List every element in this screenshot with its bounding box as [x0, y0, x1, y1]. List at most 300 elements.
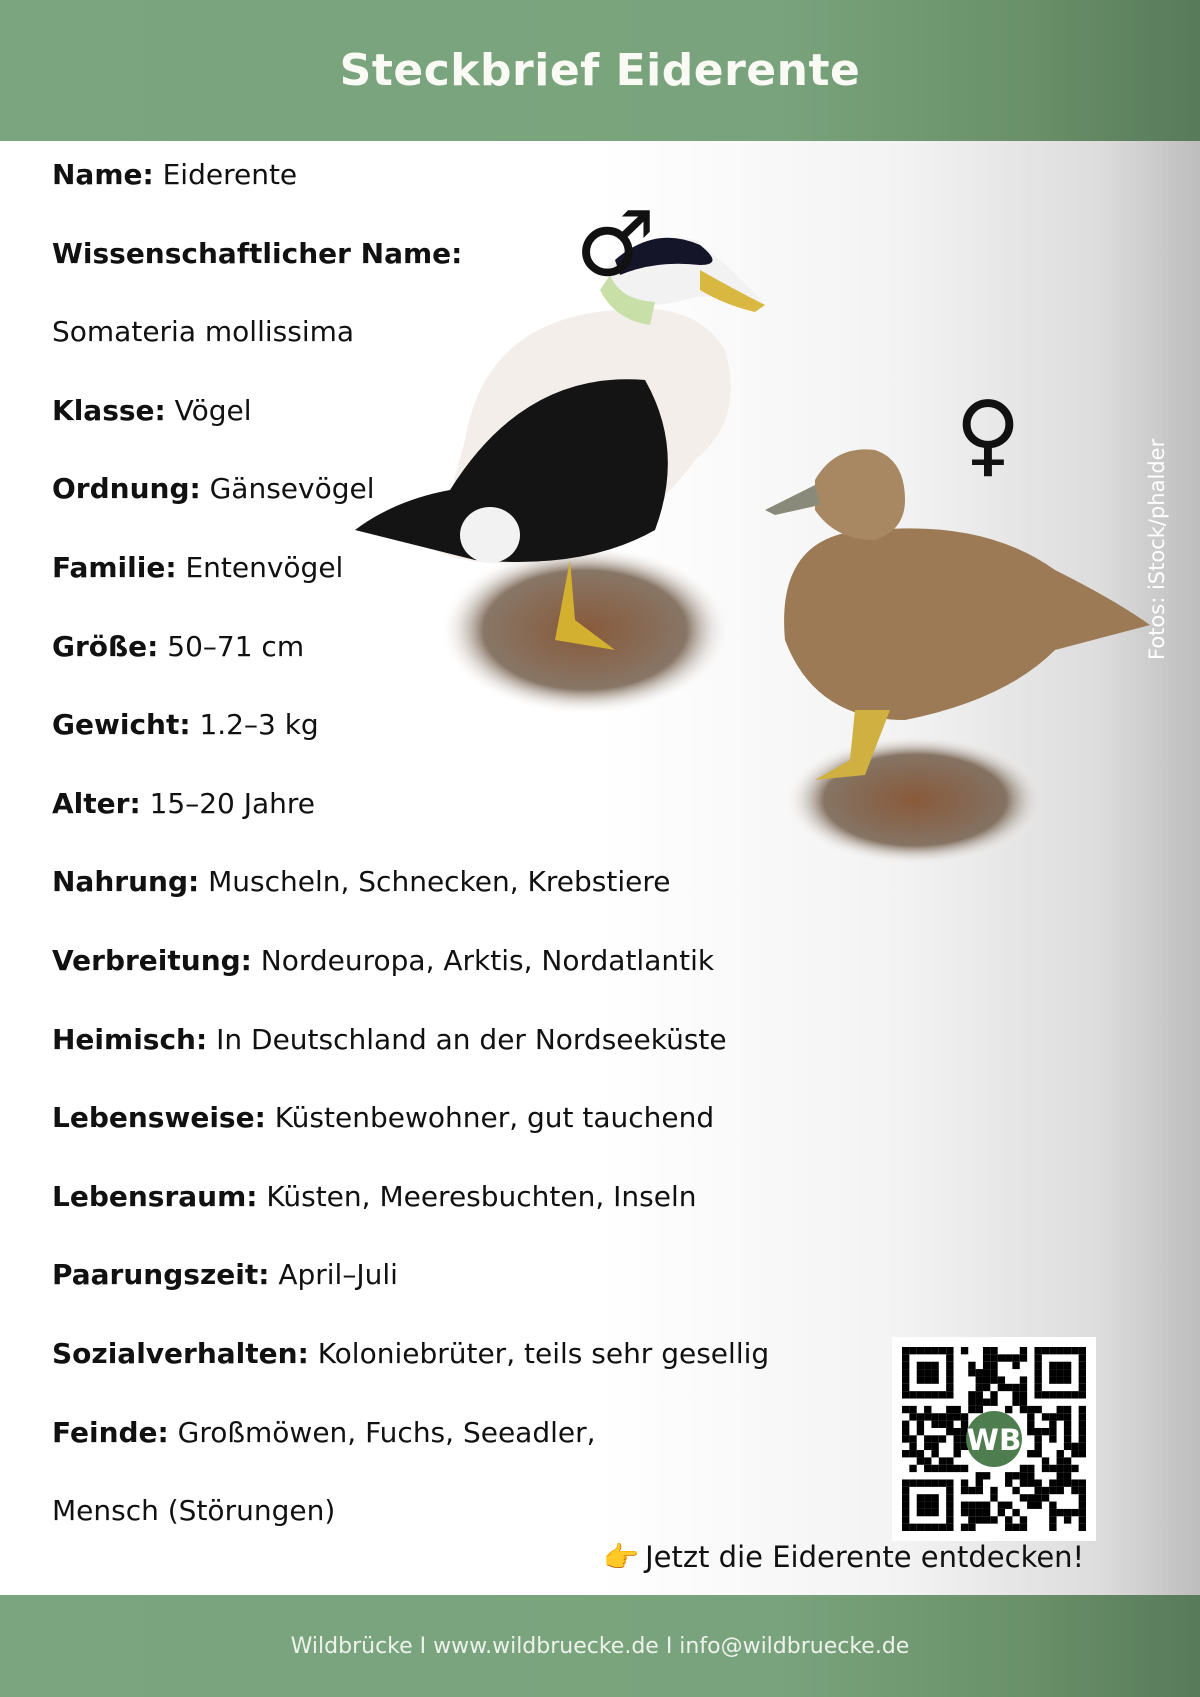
male-symbol-icon: ♂	[575, 192, 656, 297]
qr-module	[976, 1487, 983, 1494]
fact-row	[52, 630, 304, 663]
qr-module	[1064, 1472, 1071, 1479]
qr-module	[1020, 1516, 1027, 1523]
qr-module	[1079, 1362, 1086, 1369]
qr-module	[1079, 1369, 1086, 1376]
fact-label: Verbreitung:	[52, 944, 252, 977]
qr-module	[1064, 1391, 1071, 1398]
qr-module	[1049, 1487, 1056, 1494]
qr-module	[976, 1406, 983, 1413]
qr-module	[990, 1516, 997, 1523]
qr-module	[1057, 1509, 1064, 1516]
qr-module	[1064, 1465, 1071, 1472]
qr-module	[1034, 1479, 1041, 1486]
qr-module	[939, 1347, 946, 1354]
qr-module	[983, 1472, 990, 1479]
qr-module	[983, 1347, 990, 1354]
qr-module	[1012, 1384, 1019, 1391]
fact-value: 50–71 cm	[167, 629, 305, 663]
pointing-hand-icon: 👉	[603, 1540, 640, 1574]
qr-module	[924, 1376, 931, 1383]
qr-module	[983, 1399, 990, 1406]
qr-module	[946, 1354, 953, 1361]
qr-module	[1034, 1362, 1041, 1369]
qr-module	[909, 1479, 916, 1486]
qr-module	[1027, 1494, 1034, 1501]
fact-value: April–Juli	[278, 1258, 398, 1292]
qr-module	[1020, 1347, 1027, 1354]
fact-label: Größe:	[52, 629, 159, 663]
qr-module	[1057, 1457, 1064, 1464]
qr-module	[990, 1494, 997, 1501]
cta-link[interactable]	[603, 1540, 1084, 1575]
qr-module	[924, 1362, 931, 1369]
qr-module	[902, 1354, 909, 1361]
fact-value: Mensch (Störungen)	[52, 1494, 336, 1528]
qr-module	[1012, 1391, 1019, 1398]
qr-module	[1064, 1421, 1071, 1428]
qr-module	[931, 1479, 938, 1486]
qr-module	[1057, 1369, 1064, 1376]
qr-module	[946, 1509, 953, 1516]
qr-module	[976, 1502, 983, 1509]
qr-module	[1057, 1450, 1064, 1457]
qr-module	[1064, 1369, 1071, 1376]
fact-row	[52, 1258, 398, 1291]
qr-module	[1071, 1479, 1078, 1486]
wb-logo-text: WB	[966, 1423, 1022, 1458]
qr-module	[909, 1435, 916, 1442]
female-symbol-icon: ♀	[955, 382, 1021, 487]
qr-module	[1027, 1465, 1034, 1472]
qr-module	[1049, 1465, 1056, 1472]
qr-module	[1071, 1443, 1078, 1450]
qr-module	[1049, 1524, 1056, 1531]
qr-module	[902, 1406, 909, 1413]
qr-module	[902, 1435, 909, 1442]
qr-module	[1064, 1413, 1071, 1420]
qr-module	[1034, 1369, 1041, 1376]
qr-code[interactable]	[892, 1337, 1096, 1541]
qr-module	[1079, 1509, 1086, 1516]
qr-module	[1057, 1465, 1064, 1472]
qr-module	[1020, 1406, 1027, 1413]
page-title: Steckbrief Eiderente	[339, 45, 861, 96]
qr-module	[1057, 1487, 1064, 1494]
fact-label: Sozialverhalten:	[52, 1337, 309, 1370]
qr-module	[983, 1516, 990, 1523]
fact-row	[52, 944, 714, 977]
qr-module	[931, 1524, 938, 1531]
qr-module	[917, 1347, 924, 1354]
qr-module	[1057, 1347, 1064, 1354]
fact-label: Wissenschaftlicher Name:	[52, 236, 463, 270]
qr-module	[1064, 1347, 1071, 1354]
qr-module	[1079, 1428, 1086, 1435]
fact-row	[52, 472, 375, 505]
qr-module	[917, 1502, 924, 1509]
qr-module	[1012, 1362, 1019, 1369]
qr-module	[946, 1465, 953, 1472]
qr-module	[1064, 1362, 1071, 1369]
qr-module	[1005, 1406, 1012, 1413]
fact-value: Vögel	[174, 393, 252, 427]
qr-module	[1049, 1421, 1056, 1428]
qr-module	[924, 1502, 931, 1509]
qr-module	[909, 1391, 916, 1398]
fact-row	[52, 315, 354, 348]
qr-module	[946, 1502, 953, 1509]
footer-contact: Wildbrücke I www.wildbruecke.de I info@wildbruecke.de	[290, 1633, 910, 1659]
qr-module	[1005, 1384, 1012, 1391]
qr-module	[1027, 1450, 1034, 1457]
cta-text: Jetzt die Eiderente entdecken!	[645, 1540, 1085, 1574]
qr-module	[1005, 1524, 1012, 1531]
footer	[0, 1595, 1200, 1697]
qr-module	[902, 1384, 909, 1391]
qr-module	[946, 1428, 953, 1435]
qr-module	[1079, 1354, 1086, 1361]
fact-label: Lebensweise:	[52, 1101, 266, 1135]
qr-module	[1064, 1516, 1071, 1523]
qr-module	[939, 1435, 946, 1442]
qr-module	[902, 1362, 909, 1369]
fact-row	[52, 1337, 769, 1370]
qr-module	[1005, 1472, 1012, 1479]
qr-module	[1057, 1362, 1064, 1369]
qr-module	[976, 1391, 983, 1398]
qr-module	[946, 1479, 953, 1486]
qr-module	[1034, 1502, 1041, 1509]
qr-module	[990, 1487, 997, 1494]
qr-module	[931, 1443, 938, 1450]
qr-module	[976, 1516, 983, 1523]
qr-module	[990, 1354, 997, 1361]
qr-module	[909, 1413, 916, 1420]
qr-module	[1079, 1384, 1086, 1391]
qr-module	[946, 1421, 953, 1428]
qr-module	[990, 1376, 997, 1383]
qr-module	[976, 1399, 983, 1406]
qr-module	[1049, 1435, 1056, 1442]
qr-module	[924, 1524, 931, 1531]
qr-module	[1057, 1413, 1064, 1420]
fact-row	[52, 1416, 596, 1449]
fact-value: Entenvögel	[185, 551, 344, 584]
qr-module	[1057, 1376, 1064, 1383]
qr-module	[931, 1413, 938, 1420]
qr-module	[968, 1399, 975, 1406]
qr-module	[902, 1502, 909, 1509]
qr-module	[990, 1369, 997, 1376]
qr-module	[946, 1457, 953, 1464]
qr-module	[1020, 1376, 1027, 1383]
qr-module	[1034, 1428, 1041, 1435]
qr-module	[939, 1421, 946, 1428]
fact-value: Gänsevögel	[209, 472, 375, 506]
fact-value: 1.2–3 kg	[199, 708, 319, 742]
qr-module	[1020, 1479, 1027, 1486]
qr-module	[968, 1516, 975, 1523]
qr-module	[931, 1376, 938, 1383]
fact-row	[52, 394, 252, 427]
qr-module	[909, 1465, 916, 1472]
fact-label: Name:	[52, 158, 154, 191]
qr-module	[1005, 1502, 1012, 1509]
qr-module	[1064, 1443, 1071, 1450]
qr-module	[931, 1391, 938, 1398]
qr-module	[931, 1450, 938, 1457]
qr-module	[1034, 1354, 1041, 1361]
qr-module	[924, 1347, 931, 1354]
qr-module	[939, 1465, 946, 1472]
qr-module	[917, 1428, 924, 1435]
qr-module	[1042, 1494, 1049, 1501]
qr-module	[902, 1487, 909, 1494]
qr-module	[946, 1413, 953, 1420]
qr-module	[902, 1369, 909, 1376]
fact-row	[52, 787, 315, 820]
qr-module	[1020, 1524, 1027, 1531]
qr-module	[998, 1354, 1005, 1361]
fact-label: Nahrung:	[52, 865, 200, 899]
qr-module	[990, 1391, 997, 1398]
qr-module	[1027, 1413, 1034, 1420]
qr-module	[968, 1362, 975, 1369]
qr-module	[1042, 1428, 1049, 1435]
qr-module	[954, 1428, 961, 1435]
qr-module	[924, 1509, 931, 1516]
qr-module	[1057, 1472, 1064, 1479]
qr-module	[917, 1524, 924, 1531]
qr-module	[1064, 1428, 1071, 1435]
qr-module	[1020, 1494, 1027, 1501]
qr-module	[902, 1347, 909, 1354]
qr-module	[1079, 1479, 1086, 1486]
qr-module	[946, 1516, 953, 1523]
qr-module	[1034, 1494, 1041, 1501]
qr-module	[1034, 1391, 1041, 1398]
qr-module	[1020, 1472, 1027, 1479]
qr-module	[961, 1465, 968, 1472]
qr-module	[902, 1479, 909, 1486]
qr-module	[1012, 1524, 1019, 1531]
qr-module	[976, 1472, 983, 1479]
qr-module	[931, 1347, 938, 1354]
qr-module	[1057, 1391, 1064, 1398]
qr-module	[1079, 1376, 1086, 1383]
qr-module	[1064, 1406, 1071, 1413]
qr-module	[1042, 1347, 1049, 1354]
qr-module	[1064, 1509, 1071, 1516]
qr-module	[909, 1443, 916, 1450]
qr-module	[924, 1391, 931, 1398]
fact-label: Familie:	[52, 551, 177, 584]
qr-module	[1012, 1509, 1019, 1516]
female-eider-photo	[755, 440, 1155, 870]
qr-module	[968, 1509, 975, 1516]
qr-module	[1020, 1465, 1027, 1472]
qr-module	[983, 1369, 990, 1376]
fact-label: Paarungszeit:	[52, 1258, 270, 1292]
qr-module	[909, 1450, 916, 1457]
qr-module	[961, 1502, 968, 1509]
qr-module	[931, 1362, 938, 1369]
qr-module	[1049, 1428, 1056, 1435]
qr-module	[1027, 1406, 1034, 1413]
qr-module	[1012, 1472, 1019, 1479]
qr-module	[902, 1494, 909, 1501]
fact-value: 15–20 Jahre	[149, 786, 316, 820]
qr-module	[931, 1435, 938, 1442]
qr-module	[1027, 1472, 1034, 1479]
qr-module	[1034, 1443, 1041, 1450]
qr-module	[1079, 1435, 1086, 1442]
qr-module	[924, 1435, 931, 1442]
qr-module	[1005, 1354, 1012, 1361]
qr-module	[998, 1502, 1005, 1509]
qr-module	[1042, 1457, 1049, 1464]
qr-module	[976, 1376, 983, 1383]
qr-module	[946, 1406, 953, 1413]
qr-module	[931, 1494, 938, 1501]
qr-module	[1071, 1465, 1078, 1472]
qr-module	[924, 1465, 931, 1472]
fact-value: Somateria mollissima	[52, 315, 355, 349]
fact-row	[52, 1180, 697, 1213]
qr-module	[1057, 1479, 1064, 1486]
qr-module	[1027, 1502, 1034, 1509]
qr-module	[924, 1457, 931, 1464]
qr-module	[1079, 1391, 1086, 1398]
qr-module	[909, 1406, 916, 1413]
qr-module	[968, 1502, 975, 1509]
qr-module	[968, 1406, 975, 1413]
qr-module	[924, 1369, 931, 1376]
qr-module	[1042, 1413, 1049, 1420]
fact-value: Großmöwen, Fuchs, Seeadler,	[177, 1415, 596, 1449]
qr-module	[917, 1494, 924, 1501]
qr-module	[1079, 1413, 1086, 1420]
qr-module	[1079, 1406, 1086, 1413]
qr-module	[917, 1413, 924, 1420]
qr-module	[976, 1369, 983, 1376]
qr-module	[1034, 1487, 1041, 1494]
qr-module	[1034, 1376, 1041, 1383]
qr-module	[968, 1369, 975, 1376]
qr-module	[998, 1509, 1005, 1516]
qr-module	[931, 1465, 938, 1472]
qr-module	[1064, 1457, 1071, 1464]
qr-module	[983, 1376, 990, 1383]
header	[0, 0, 1200, 141]
qr-module	[902, 1428, 909, 1435]
qr-module	[1064, 1376, 1071, 1383]
qr-module	[961, 1487, 968, 1494]
qr-module	[909, 1347, 916, 1354]
qr-module	[1079, 1347, 1086, 1354]
fact-row	[52, 1023, 727, 1056]
qr-module	[924, 1443, 931, 1450]
qr-module	[961, 1524, 968, 1531]
fact-label: Alter:	[52, 786, 141, 820]
qr-module	[998, 1376, 1005, 1383]
qr-module	[946, 1362, 953, 1369]
qr-module	[1079, 1421, 1086, 1428]
qr-module	[924, 1494, 931, 1501]
qr-module	[902, 1509, 909, 1516]
fact-value: In Deutschland an der Nordseeküste	[216, 1022, 727, 1056]
qr-module	[946, 1487, 953, 1494]
qr-module	[1005, 1516, 1012, 1523]
fact-value: Muscheln, Schnecken, Krebstiere	[208, 865, 671, 899]
qr-module	[976, 1384, 983, 1391]
qr-module	[990, 1347, 997, 1354]
qr-module	[983, 1502, 990, 1509]
qr-module	[961, 1479, 968, 1486]
qr-module	[1071, 1347, 1078, 1354]
qr-module	[939, 1479, 946, 1486]
qr-module	[983, 1354, 990, 1361]
qr-module	[1079, 1494, 1086, 1501]
qr-module	[1020, 1391, 1027, 1398]
qr-module	[1034, 1450, 1041, 1457]
qr-module	[1079, 1487, 1086, 1494]
qr-module	[939, 1391, 946, 1398]
fact-row	[52, 1101, 714, 1134]
fact-label: Feinde:	[52, 1415, 169, 1449]
qr-module	[902, 1450, 909, 1457]
qr-module	[1049, 1479, 1056, 1486]
qr-module	[1020, 1354, 1027, 1361]
qr-module	[1071, 1450, 1078, 1457]
qr-module	[1027, 1421, 1034, 1428]
qr-module	[954, 1450, 961, 1457]
qr-module	[1042, 1465, 1049, 1472]
fact-value: Koloniebrüter, teils sehr gesellig	[317, 1337, 770, 1370]
photo-credit: Fotos: iStock/phalder	[1145, 438, 1169, 660]
qr-module	[917, 1479, 924, 1486]
qr-module	[939, 1457, 946, 1464]
fact-value: Küstenbewohner, gut tauchend	[274, 1101, 715, 1135]
qr-module	[946, 1384, 953, 1391]
qr-module	[954, 1406, 961, 1413]
qr-module	[1079, 1524, 1086, 1531]
qr-module	[990, 1362, 997, 1369]
qr-module	[1049, 1369, 1056, 1376]
fact-label: Ordnung:	[52, 472, 201, 506]
qr-module	[946, 1494, 953, 1501]
qr-module	[924, 1406, 931, 1413]
qr-module	[983, 1384, 990, 1391]
qr-module	[1049, 1376, 1056, 1383]
qr-module	[939, 1524, 946, 1531]
fact-label: Gewicht:	[52, 708, 191, 742]
fact-row	[52, 158, 297, 191]
fact-row	[52, 551, 343, 584]
qr-module	[961, 1413, 968, 1420]
qr-module	[1049, 1516, 1056, 1523]
qr-module	[968, 1391, 975, 1398]
qr-module	[1005, 1479, 1012, 1486]
qr-module	[902, 1516, 909, 1523]
qr-module	[1079, 1450, 1086, 1457]
qr-module	[917, 1391, 924, 1398]
qr-module	[1049, 1347, 1056, 1354]
qr-module	[1027, 1479, 1034, 1486]
qr-module	[1079, 1502, 1086, 1509]
qr-module	[1071, 1487, 1078, 1494]
